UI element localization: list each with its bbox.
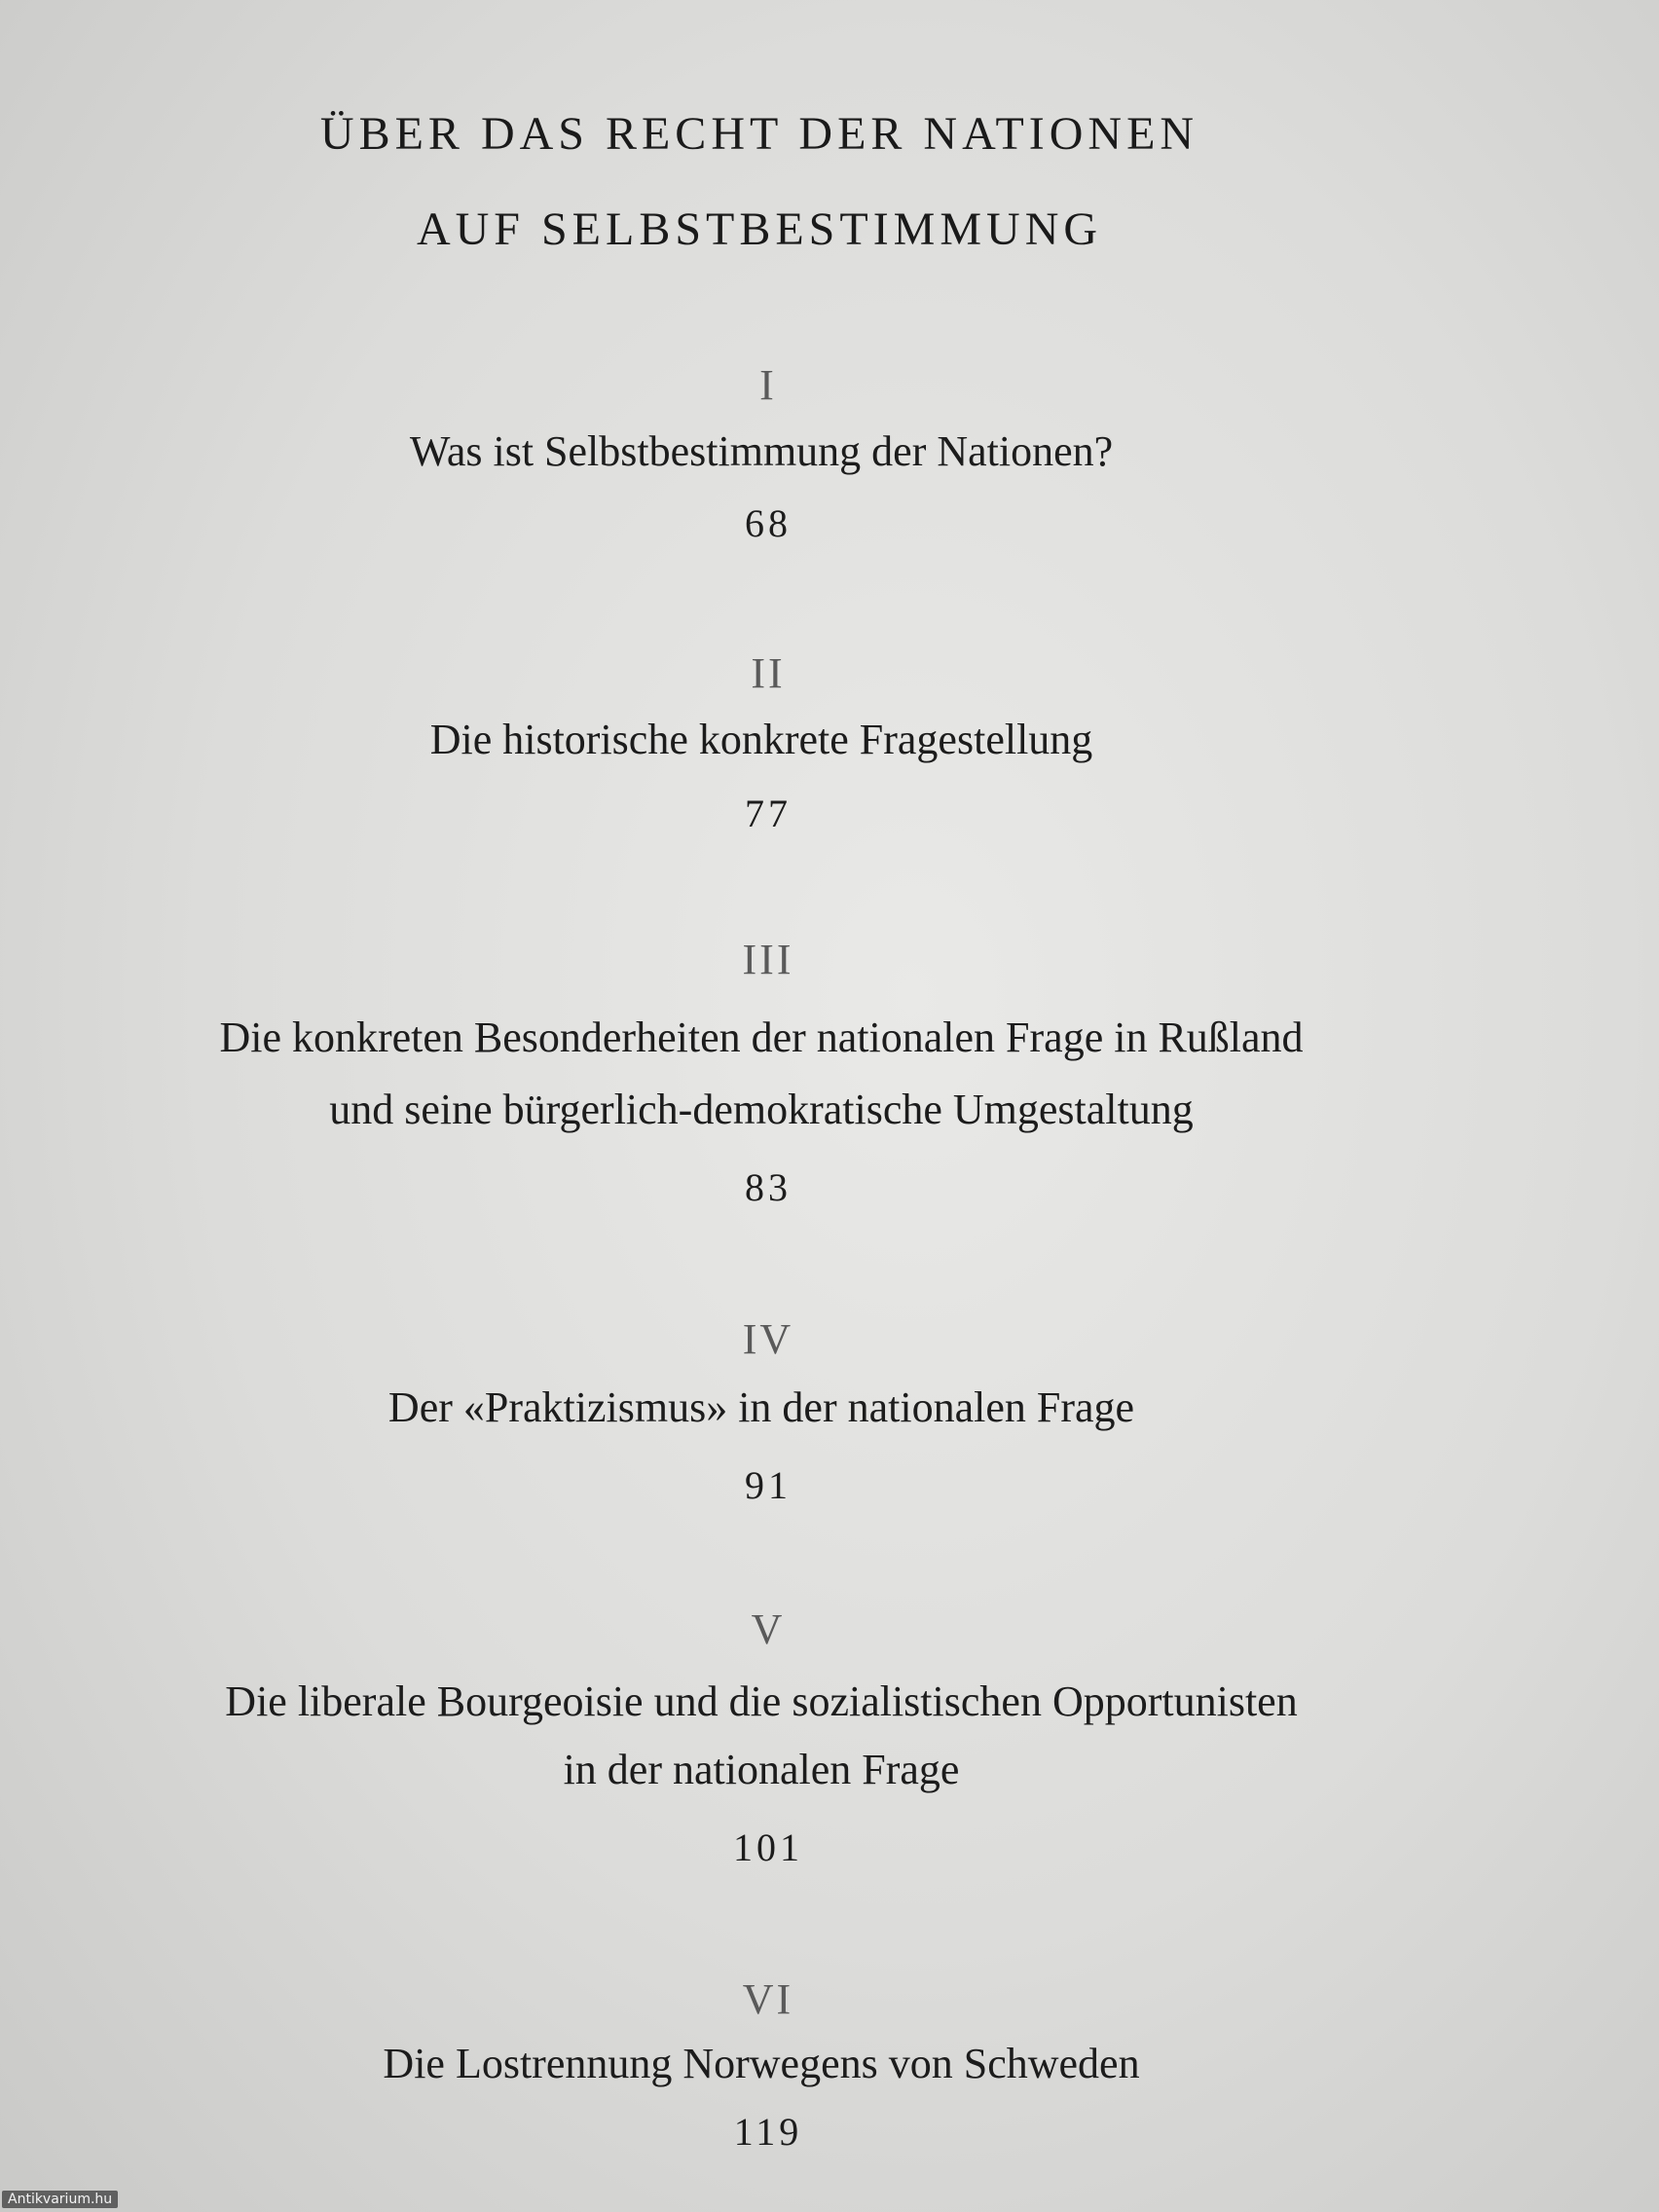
section-heading: Der «Praktizismus» in der nationalen Frage xyxy=(387,1383,1135,1431)
section-heading: Die liberale Bourgeoisie und die sozialistischen Opportunisten xyxy=(225,1677,1298,1725)
section-page-number: 77 xyxy=(745,792,792,835)
title-line-2: AUF SELBSTBESTIMMUNG xyxy=(416,203,1103,255)
section-heading-continued: in der nationalen Frage xyxy=(563,1746,960,1793)
section-page-number: 83 xyxy=(745,1165,792,1209)
section-heading-continued: und seine bürgerlich-demokratische Umgestaltung xyxy=(329,1086,1194,1133)
section-heading: Die historische konkrete Fragestellung xyxy=(429,716,1093,763)
section-page-number: 101 xyxy=(733,1825,803,1869)
title-line-1: ÜBER DAS RECHT DER NATIONEN xyxy=(319,108,1199,160)
section-numeral: II xyxy=(751,649,786,697)
section-page-number: 91 xyxy=(745,1463,792,1507)
watermark: Antikvarium.hu xyxy=(2,2191,118,2208)
section-heading: Die Lostrennung Norwegens von Schweden xyxy=(383,2040,1140,2087)
section-heading: Die konkreten Besonderheiten der nationalen Frage in Rußland xyxy=(219,1014,1304,1061)
section-numeral: V xyxy=(751,1605,786,1653)
section-numeral: IV xyxy=(742,1315,794,1363)
section-numeral: III xyxy=(742,936,794,983)
section-page-number: 119 xyxy=(733,2110,803,2154)
section-page-number: 68 xyxy=(745,501,792,545)
section-heading: Was ist Selbstbestimmung der Nationen? xyxy=(409,427,1114,475)
section-numeral: VI xyxy=(742,1975,794,2023)
section-numeral: I xyxy=(759,361,777,409)
